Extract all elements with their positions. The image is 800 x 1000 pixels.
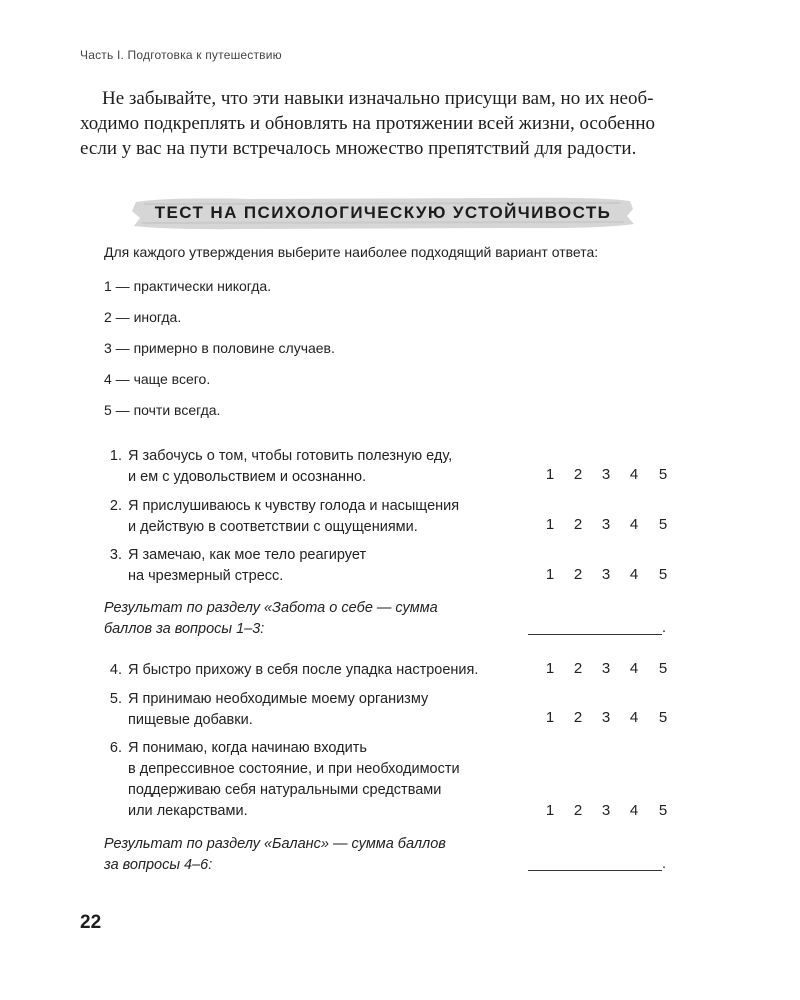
rating-scale xyxy=(544,660,674,681)
rating-option-1[interactable]: 1 xyxy=(545,709,555,726)
rating-option-2[interactable]: 2 xyxy=(573,802,583,819)
answer-blank-line[interactable] xyxy=(528,870,662,871)
question-number: 6. xyxy=(109,740,122,756)
result-period: . xyxy=(662,620,667,636)
rating-option-4[interactable]: 4 xyxy=(629,660,639,677)
rating-option-5[interactable]: 5 xyxy=(658,516,668,533)
rating-option-3[interactable]: 3 xyxy=(601,802,611,819)
rating-scale xyxy=(544,466,674,487)
rating-option-3[interactable]: 3 xyxy=(601,566,611,583)
question-line: Я забочусь о том, чтобы готовить полезную еду, xyxy=(128,448,453,464)
question-line: или лекарствами. xyxy=(128,803,248,819)
question-number: 5. xyxy=(109,691,122,707)
question-line: и действую в соответствии с ощущениями. xyxy=(128,519,418,535)
question-line: Я прислушиваюсь к чувству голода и насыщения xyxy=(128,498,460,514)
scale-option: 4 — чаще всего. xyxy=(104,371,211,387)
question-line: Я принимаю необходимые моему организму xyxy=(128,691,429,707)
result-period: . xyxy=(662,856,667,872)
rating-option-1[interactable]: 1 xyxy=(545,566,555,583)
result-line: за вопросы 4–6: xyxy=(104,857,213,873)
scale-option: 3 — примерно в половине случаев. xyxy=(104,340,335,356)
question-line: Я понимаю, когда начинаю входить xyxy=(128,740,367,756)
question-line: и ем с удовольствием и осознанно. xyxy=(128,469,367,485)
question-line: Я быстро прихожу в себя после упадка настроения. xyxy=(128,662,479,678)
rating-scale xyxy=(544,516,674,537)
question-number: 4. xyxy=(109,662,122,678)
rating-option-2[interactable]: 2 xyxy=(573,516,583,533)
intro-line: Не забывайте, что эти навыки изначально присущи вам, но их необ- xyxy=(102,88,654,109)
rating-option-4[interactable]: 4 xyxy=(629,709,639,726)
rating-scale xyxy=(544,709,674,730)
section-result xyxy=(104,834,524,876)
rating-option-2[interactable]: 2 xyxy=(573,466,583,483)
question-number: 3. xyxy=(109,547,122,563)
question-text xyxy=(128,545,548,587)
rating-option-2[interactable]: 2 xyxy=(573,709,583,726)
rating-option-4[interactable]: 4 xyxy=(629,802,639,819)
question-line: в депрессивное состояние, и при необходимости xyxy=(128,761,460,777)
rating-option-1[interactable]: 1 xyxy=(545,516,555,533)
rating-option-4[interactable]: 4 xyxy=(629,466,639,483)
answer-blank-line[interactable] xyxy=(528,634,662,635)
result-line: баллов за вопросы 1–3: xyxy=(104,621,265,637)
question-line: на чрезмерный стресс. xyxy=(128,568,284,584)
rating-scale xyxy=(544,802,674,823)
rating-option-3[interactable]: 3 xyxy=(601,709,611,726)
rating-option-2[interactable]: 2 xyxy=(573,660,583,677)
rating-option-2[interactable]: 2 xyxy=(573,566,583,583)
rating-option-4[interactable]: 4 xyxy=(629,566,639,583)
question-text xyxy=(128,446,548,488)
intro-paragraph xyxy=(80,86,706,161)
question-text xyxy=(128,496,548,538)
rating-option-5[interactable]: 5 xyxy=(658,802,668,819)
rating-option-4[interactable]: 4 xyxy=(629,516,639,533)
intro-line: если у вас на пути встречалось множество препятствий для радости. xyxy=(80,138,637,159)
question-number: 1. xyxy=(109,448,122,464)
question-text xyxy=(128,660,548,681)
question-line: Я замечаю, как мое тело реагирует xyxy=(128,547,367,563)
rating-option-3[interactable]: 3 xyxy=(601,516,611,533)
question-number: 2. xyxy=(109,498,122,514)
section-result xyxy=(104,598,524,640)
instruction-text: Для каждого утверждения выберите наиболее подходящий вариант ответа: xyxy=(104,244,599,260)
question-text xyxy=(128,738,548,822)
result-line: Результат по разделу «Забота о себе — сумма xyxy=(104,600,438,616)
rating-option-5[interactable]: 5 xyxy=(658,466,668,483)
rating-scale xyxy=(544,566,674,587)
rating-option-1[interactable]: 1 xyxy=(545,660,555,677)
intro-line: ходимо подкреплять и обновлять на протяжении всей жизни, особенно xyxy=(80,113,656,134)
question-text xyxy=(128,689,548,731)
section-heading-block xyxy=(130,194,636,232)
running-head: Часть I. Подготовка к путешествию xyxy=(80,48,282,62)
result-line: Результат по разделу «Баланс» — сумма баллов xyxy=(104,836,446,852)
rating-option-5[interactable]: 5 xyxy=(658,660,668,677)
scale-option: 5 — почти всегда. xyxy=(104,402,221,418)
rating-option-1[interactable]: 1 xyxy=(545,802,555,819)
rating-option-3[interactable]: 3 xyxy=(601,660,611,677)
rating-option-3[interactable]: 3 xyxy=(601,466,611,483)
scale-option: 1 — практически никогда. xyxy=(104,278,272,294)
rating-option-5[interactable]: 5 xyxy=(658,709,668,726)
question-line: пищевые добавки. xyxy=(128,712,253,728)
section-title: ТЕСТ НА ПСИХОЛОГИЧЕСКУЮ УСТОЙЧИВОСТЬ xyxy=(154,203,612,222)
question-line: поддерживаю себя натуральными средствами xyxy=(128,782,442,798)
scale-option: 2 — иногда. xyxy=(104,309,182,325)
rating-option-5[interactable]: 5 xyxy=(658,566,668,583)
page-number: 22 xyxy=(80,912,102,933)
rating-option-1[interactable]: 1 xyxy=(545,466,555,483)
